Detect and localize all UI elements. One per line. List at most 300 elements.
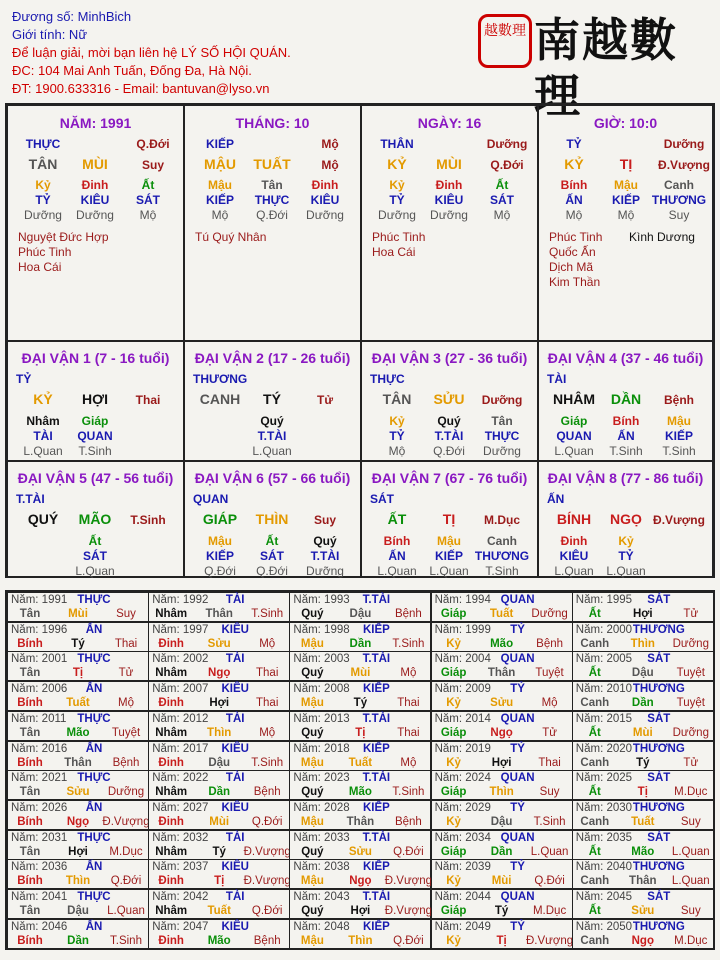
- hidden-stage: L.Quan: [554, 564, 594, 578]
- year-stem: Quý: [301, 667, 324, 680]
- year-cell: [7, 770, 149, 800]
- auxiliary-star: Nguyệt Đức Hợp: [18, 230, 109, 244]
- hidden-star: SÁT: [136, 193, 160, 207]
- year-stage: Đ.Vượng: [243, 875, 291, 888]
- year-stem: Tân: [19, 905, 41, 917]
- year-branch: Hợi: [350, 905, 371, 917]
- year-star: ẤN: [85, 683, 103, 696]
- year-branch: Ngọ: [490, 726, 513, 739]
- year-label: Năm: 1993: [293, 594, 350, 606]
- year-star: TỶ: [510, 861, 525, 874]
- year-label: Năm: 1995: [575, 594, 633, 606]
- year-cell: [431, 622, 573, 652]
- year-label: Năm: 1994: [434, 594, 491, 606]
- heavenly-stem: NHÂM: [553, 391, 595, 407]
- pillar-title: THÁNG: 10: [235, 115, 310, 131]
- year-star: THỰC: [77, 831, 111, 844]
- earthly-branch: TUẤT: [253, 156, 291, 172]
- year-stage: L.Quan: [107, 905, 145, 917]
- hidden-star: THỰC: [484, 429, 520, 443]
- year-stage: M.Dục: [674, 934, 708, 947]
- year-cell: [289, 622, 431, 652]
- year-stage: Bệnh: [112, 756, 140, 769]
- earthly-branch: TÝ: [263, 391, 281, 407]
- hidden-stem: Canh: [664, 178, 694, 192]
- year-label: Năm: 2035: [575, 831, 633, 844]
- year-cell: [148, 919, 290, 949]
- year-label: Năm: 2024: [434, 772, 491, 785]
- year-label: Năm: 1992: [152, 594, 209, 606]
- year-branch: Tuất: [631, 815, 655, 828]
- year-star: KIÊU: [221, 920, 249, 933]
- year-stage: Mộ: [118, 697, 134, 710]
- year-label: Năm: 2029: [434, 801, 491, 814]
- year-cell: [572, 770, 714, 800]
- earthly-branch: MÃO: [78, 511, 112, 527]
- auxiliary-star: Phúc Tinh: [372, 230, 426, 244]
- year-stem: Quý: [301, 845, 324, 858]
- year-label: Năm: 2039: [434, 861, 491, 874]
- year-stage: T.Sinh: [533, 815, 566, 828]
- year-branch: Mùi: [491, 875, 512, 888]
- year-cell: [289, 651, 431, 681]
- hidden-stem: Giáp: [560, 414, 588, 428]
- year-star: THƯƠNG: [632, 861, 685, 874]
- year-stage: Thai: [256, 697, 279, 710]
- hidden-star: KIẾP: [205, 549, 235, 563]
- luck-life-stage: Thai: [135, 393, 161, 407]
- year-star: THƯƠNG: [632, 801, 685, 814]
- year-stage: Q.Đới: [534, 875, 565, 888]
- year-star: T.TÀI: [362, 831, 391, 844]
- year-branch: Tuất: [207, 905, 231, 917]
- luck-life-stage: Suy: [313, 513, 337, 527]
- auxiliary-star: Hoa Cái: [372, 245, 416, 259]
- hidden-star: TỶ: [389, 429, 405, 443]
- hidden-stem: Giáp: [81, 414, 109, 428]
- year-label: Năm: 1997: [152, 623, 209, 636]
- year-stem: Tân: [19, 726, 41, 739]
- pillar-4: [538, 105, 713, 341]
- year-cell: [289, 681, 431, 711]
- year-star: T.TÀI: [362, 653, 391, 666]
- year-cell: [289, 711, 431, 741]
- year-label: Năm: 2002: [152, 653, 209, 666]
- hidden-stem: Mậu: [614, 178, 638, 192]
- year-branch: Tuất: [348, 756, 373, 769]
- luck-life-stage: Bệnh: [664, 393, 694, 407]
- year-cell: [431, 711, 573, 741]
- year-star: SÁT: [647, 712, 671, 725]
- year-stage: M.Dục: [109, 845, 143, 858]
- year-stem: Nhâm: [155, 726, 188, 739]
- year-stem: Nhâm: [155, 667, 188, 680]
- hidden-star: QUAN: [77, 429, 113, 443]
- year-branch: Hợi: [491, 756, 512, 769]
- year-label: Năm: 2034: [434, 831, 491, 844]
- pillar-life-stage: Q.Đới: [490, 158, 524, 172]
- luck-period-title: ĐẠI VẬN 5 (47 - 56 tuổi): [17, 470, 174, 486]
- year-stem: Kỷ: [446, 697, 461, 710]
- year-branch: Dậu: [490, 815, 513, 828]
- pillar-life-stage: Mộ: [321, 158, 339, 172]
- luck-stem-star: THƯƠNG: [193, 372, 248, 386]
- hidden-stage: Mộ: [211, 208, 229, 222]
- hidden-star: T.TÀI: [310, 549, 340, 563]
- hidden-stem: Đinh: [560, 534, 588, 548]
- hidden-stem: Đinh: [311, 178, 339, 192]
- year-branch: Mùi: [632, 726, 653, 739]
- hidden-stem: Kỷ: [35, 178, 51, 192]
- year-stage: T.Sinh: [110, 934, 142, 947]
- year-stage: Dưỡng: [531, 608, 568, 620]
- earthly-branch: DẦN: [610, 391, 642, 407]
- year-cell: [289, 830, 431, 860]
- year-label: Năm: 2031: [11, 831, 68, 844]
- year-label: Năm: 2033: [293, 831, 350, 844]
- hidden-stage: Dưỡng: [306, 208, 344, 222]
- pillar-stem-star: TỶ: [566, 137, 582, 151]
- hidden-star: ẤN: [388, 549, 406, 563]
- year-label: Năm: 2013: [293, 712, 350, 725]
- year-branch: Tuất: [489, 608, 514, 620]
- year-branch: Sửu: [490, 697, 514, 710]
- year-branch: Ngọ: [349, 875, 372, 888]
- dai-van-3: [361, 341, 538, 461]
- year-stem: Bính: [17, 697, 43, 710]
- pillar-title: GIỜ: 10:0: [593, 115, 658, 131]
- heavenly-stem: GIÁP: [202, 511, 238, 527]
- earthly-branch: TỊ: [619, 156, 633, 172]
- year-stem: Đinh: [158, 934, 184, 947]
- earthly-branch: THÌN: [255, 511, 289, 527]
- year-stage: Bệnh: [253, 934, 281, 947]
- year-label: Năm: 2014: [434, 712, 491, 725]
- year-cell: [572, 859, 714, 889]
- dai-van-6: [184, 461, 361, 578]
- year-cell: [7, 711, 149, 741]
- year-stem: Kỷ: [446, 875, 461, 888]
- year-star: KIÊU: [221, 742, 249, 755]
- year-star: ẤN: [85, 801, 103, 814]
- hidden-stem: Tân: [261, 178, 283, 192]
- dai-van-4: [538, 341, 713, 461]
- year-stem: Kỷ: [446, 637, 461, 650]
- year-branch: Tý: [353, 697, 368, 710]
- hidden-stage: Q.Đới: [256, 564, 288, 578]
- hidden-star: ẤN: [617, 429, 635, 443]
- year-stage: Mộ: [400, 756, 417, 769]
- year-stem: Đinh: [158, 756, 184, 769]
- year-label: Năm: 2010: [575, 683, 633, 696]
- year-stage: Q.Đới: [251, 905, 283, 917]
- year-label: Năm: 2032: [152, 831, 209, 844]
- year-stage: Suy: [539, 786, 560, 799]
- year-stem: Ất: [588, 845, 601, 858]
- luck-period-title: ĐẠI VẬN 1 (7 - 16 tuổi): [21, 350, 170, 366]
- year-label: Năm: 2049: [434, 920, 491, 933]
- hidden-star: KIÊU: [559, 549, 589, 563]
- year-label: Năm: 2043: [293, 891, 350, 903]
- hidden-star: TỶ: [389, 193, 405, 207]
- year-cell: [431, 592, 573, 622]
- year-label: Năm: 2003: [293, 653, 350, 666]
- contact-note: Để luận giải, mời bạn liên hệ LÝ SỐ HỘI QUÁN.: [12, 45, 291, 60]
- year-branch: Thân: [487, 667, 516, 680]
- hidden-star: THỰC: [254, 193, 290, 207]
- year-stem: Canh: [580, 815, 610, 828]
- year-star: KIẾP: [362, 742, 390, 755]
- hidden-star: THƯƠNG: [474, 549, 530, 563]
- year-stage: L.Quan: [671, 875, 710, 888]
- year-cell: [289, 770, 431, 800]
- year-label: Năm: 2005: [575, 653, 633, 666]
- hidden-star: KIẾP: [664, 429, 694, 443]
- year-stem: Kỷ: [446, 934, 461, 947]
- auxiliary-star: Kình Dương: [629, 230, 695, 244]
- year-stem: Mậu: [300, 637, 324, 650]
- hidden-star: KIẾP: [434, 549, 464, 563]
- year-stage: Bệnh: [394, 815, 422, 828]
- year-label: Năm: 2025: [575, 772, 633, 785]
- year-star: SÁT: [647, 594, 671, 606]
- year-star: TÀI: [225, 891, 245, 903]
- year-star: TỶ: [510, 742, 525, 755]
- year-stem: Mậu: [300, 756, 324, 769]
- year-star: THƯƠNG: [632, 683, 685, 696]
- year-label: Năm: 2046: [11, 920, 68, 933]
- year-stage: Đ.Vượng: [102, 815, 150, 828]
- year-branch: Dậu: [67, 905, 89, 917]
- hidden-stage: Q.Đới: [204, 564, 236, 578]
- year-cell: [7, 800, 149, 830]
- year-stage: T.Sinh: [392, 786, 425, 799]
- year-stage: Dưỡng: [672, 637, 709, 650]
- heavenly-stem: KỶ: [33, 391, 53, 407]
- four-pillars-grid: [5, 103, 715, 578]
- year-stage: Thai: [397, 697, 420, 710]
- year-stem: Nhâm: [155, 608, 188, 620]
- pillar-1: [7, 105, 184, 341]
- year-stem: Giáp: [440, 608, 467, 620]
- year-cell: [7, 592, 149, 622]
- year-star: THƯƠNG: [632, 623, 685, 636]
- auxiliary-star: Dịch Mã: [549, 260, 594, 274]
- year-stem: Đinh: [158, 815, 184, 828]
- dai-van-7: [361, 461, 538, 578]
- year-stem: Mậu: [300, 934, 324, 947]
- year-cell: [289, 741, 431, 771]
- hidden-stem: Canh: [487, 534, 517, 548]
- year-star: QUAN: [500, 653, 535, 666]
- year-star: THỰC: [77, 772, 111, 785]
- year-branch: Thân: [629, 875, 657, 888]
- hidden-stem: Ất: [88, 534, 102, 548]
- year-label: Năm: 2041: [11, 891, 68, 903]
- year-star: TỶ: [510, 623, 525, 636]
- year-stage: Tử: [118, 667, 134, 680]
- pillar-title: NGÀY: 16: [417, 115, 482, 131]
- hidden-star: T.TÀI: [434, 429, 464, 443]
- hidden-star: TÀI: [33, 429, 53, 443]
- heavenly-stem: CANH: [199, 391, 241, 407]
- hidden-stage: Dưỡng: [24, 208, 62, 222]
- luck-stem-star: SÁT: [370, 492, 394, 506]
- year-stage: Mộ: [400, 667, 417, 680]
- hidden-stage: L.Quan: [23, 444, 63, 458]
- year-branch: Thìn: [65, 875, 91, 888]
- year-stem: Tân: [19, 845, 41, 858]
- luck-period-title: ĐẠI VẬN 3 (27 - 36 tuổi): [371, 350, 528, 366]
- hidden-star: TỶ: [35, 193, 51, 207]
- year-branch: Mùi: [209, 815, 230, 828]
- year-cell: [7, 651, 149, 681]
- hidden-stem: Kỷ: [389, 178, 405, 192]
- year-cell: [7, 741, 149, 771]
- year-star: KIẾP: [362, 683, 390, 696]
- address: ĐC: 104 Mai Anh Tuấn, Đống Đa, Hà Nội.: [12, 63, 252, 78]
- year-label: Năm: 2017: [152, 742, 209, 755]
- earthly-branch: SỬU: [433, 391, 465, 407]
- year-label: Năm: 2015: [575, 712, 633, 725]
- hidden-stage: L.Quan: [75, 564, 115, 578]
- year-branch: Tý: [71, 637, 85, 650]
- year-star: KIẾP: [362, 861, 390, 874]
- luck-period-title: ĐẠI VẬN 7 (67 - 76 tuổi): [371, 470, 528, 486]
- year-cell: [7, 919, 149, 949]
- auxiliary-star: Hoa Cái: [18, 260, 62, 274]
- year-cell: [7, 622, 149, 652]
- year-stem: Đinh: [158, 697, 184, 710]
- year-stage: L.Quan: [530, 845, 569, 858]
- year-star: T.TÀI: [362, 891, 391, 903]
- heavenly-stem: KỶ: [564, 156, 584, 172]
- hidden-stage: L.Quan: [377, 564, 417, 578]
- year-stem: Mậu: [300, 697, 324, 710]
- year-stem: Quý: [301, 905, 324, 917]
- year-label: Năm: 2011: [11, 712, 67, 725]
- year-cell: [431, 770, 573, 800]
- year-label: Năm: 2020: [575, 742, 633, 755]
- year-star: TÀI: [225, 594, 245, 606]
- year-label: Năm: 1998: [293, 623, 350, 636]
- year-stem: Ất: [588, 608, 601, 620]
- year-star: T.TÀI: [362, 712, 391, 725]
- year-cell: [572, 592, 714, 622]
- year-label: Năm: 2048: [293, 920, 350, 933]
- hidden-stage: Mộ: [493, 208, 511, 222]
- year-star: KIẾP: [362, 920, 390, 933]
- hidden-stage: Q.Đới: [256, 208, 288, 222]
- year-stem: Giáp: [440, 726, 467, 739]
- year-stage: Suy: [116, 608, 136, 620]
- earthly-branch: NGỌ: [610, 511, 642, 527]
- year-cell: [7, 889, 149, 919]
- hidden-stage: Suy: [668, 208, 690, 222]
- logo-text: 南越數理: [534, 13, 678, 123]
- year-cell: [572, 622, 714, 652]
- heavenly-stem: TÂN: [382, 391, 412, 407]
- year-label: Năm: 2021: [11, 772, 68, 785]
- year-stem: Canh: [580, 934, 610, 947]
- year-stage: Bệnh: [253, 786, 281, 799]
- year-label: Năm: 2007: [152, 683, 209, 696]
- year-star: SÁT: [647, 891, 671, 903]
- pillar-stage-top: Q.Đới: [136, 137, 170, 151]
- year-stem: Giáp: [440, 905, 467, 917]
- pillar-title: NĂM: 1991: [59, 115, 132, 131]
- year-branch: Thìn: [489, 786, 514, 799]
- year-stage: Tuyệt: [676, 667, 705, 680]
- year-stem: Nhâm: [155, 905, 188, 917]
- year-stem: Giáp: [440, 667, 467, 680]
- hidden-stem: Bính: [383, 534, 411, 548]
- hidden-star: THƯƠNG: [651, 193, 707, 207]
- luck-stem-star: TÀI: [547, 372, 567, 386]
- year-stage: Đ.Vượng: [384, 905, 432, 917]
- year-label: Năm: 2040: [575, 861, 633, 874]
- hidden-star: SÁT: [83, 549, 107, 563]
- pillar-stem-star: THÂN: [380, 137, 414, 151]
- year-stage: L.Quan: [671, 845, 710, 858]
- year-star: TÀI: [225, 712, 245, 725]
- year-label: Năm: 2038: [293, 861, 350, 874]
- year-star: QUAN: [500, 772, 535, 785]
- year-branch: Sửu: [66, 786, 90, 799]
- year-stage: Mộ: [541, 697, 558, 710]
- year-label: Năm: 2028: [293, 801, 350, 814]
- year-branch: Thìn: [630, 637, 655, 650]
- year-stage: Q.Đới: [251, 815, 283, 828]
- year-branch: Tị: [214, 875, 225, 888]
- year-cell: [431, 681, 573, 711]
- hidden-star: KIẾP: [205, 193, 235, 207]
- pillar-stage-top: Dưỡng: [663, 137, 705, 151]
- hidden-stage: L.Quan: [554, 444, 594, 458]
- hidden-stem: Quý: [437, 414, 461, 428]
- luck-life-stage: T.Sinh: [130, 513, 166, 527]
- heavenly-stem: QUÝ: [27, 511, 59, 527]
- year-stage: Suy: [680, 815, 701, 828]
- luck-period-title: ĐẠI VẬN 8 (77 - 86 tuổi): [547, 470, 704, 486]
- year-cell: [572, 651, 714, 681]
- year-star: QUAN: [500, 712, 535, 725]
- year-stage: Tuyệt: [535, 667, 564, 680]
- year-label: Năm: 2047: [152, 920, 209, 933]
- year-branch: Sửu: [207, 637, 231, 650]
- year-stem: Bính: [17, 875, 43, 888]
- year-cell: [431, 651, 573, 681]
- luck-period-title: ĐẠI VẬN 2 (17 - 26 tuổi): [194, 350, 351, 366]
- year-stage: Mộ: [259, 637, 276, 650]
- hidden-stage: T.Sinh: [485, 564, 519, 578]
- year-star: QUAN: [500, 891, 535, 903]
- year-stem: Đinh: [158, 875, 184, 888]
- gender: Giới tính: Nữ: [12, 27, 88, 42]
- hidden-stage: Mộ: [388, 444, 406, 458]
- year-cell: [289, 919, 431, 949]
- year-stem: Canh: [580, 637, 610, 650]
- year-cell: [148, 800, 290, 830]
- year-star: T.TÀI: [362, 594, 391, 606]
- year-branch: Thân: [346, 815, 375, 828]
- hidden-star: SÁT: [490, 193, 514, 207]
- year-branch: Ngọ: [66, 815, 90, 828]
- year-stem: Tân: [19, 786, 41, 799]
- year-stem: Giáp: [440, 845, 467, 858]
- year-branch: Hợi: [209, 697, 230, 710]
- year-stem: Quý: [301, 786, 324, 799]
